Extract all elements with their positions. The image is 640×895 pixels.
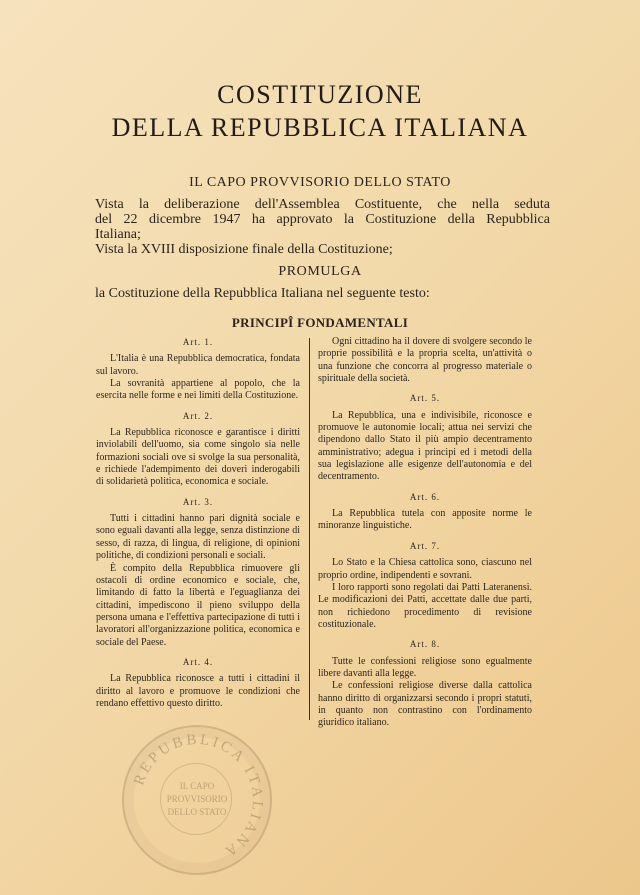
document-title-line2: DELLA REPUBBLICA ITALIANA: [111, 113, 529, 142]
article-title: Art. 2.: [182, 410, 214, 421]
document-title-line1: COSTITUZIONE: [217, 80, 423, 109]
article-title: Art. 8.: [409, 639, 441, 650]
article-title: Art. 7.: [409, 540, 441, 551]
capo-heading: IL CAPO PROVVISORIO DELLO STATO: [189, 175, 451, 190]
preamble-line-3: Italiana;: [95, 227, 141, 242]
preamble-line-2: del 22 dicembre 1947 ha approvato la Costituzione della Repubblica: [95, 212, 550, 227]
article-paragraph: Le confessioni religiose diverse dalla cattolica hanno diritto di organizzarsi secondo i propri statuti, in quanto non contrastino con l'ordinamento giuridico italiano.: [318, 680, 532, 729]
promulga-heading: PROMULGA: [278, 264, 362, 279]
article-paragraph: La Repubblica riconosce e garantisce i diritti inviolabili dell'uomo, sia come singolo sia nelle formazioni sociali ove si svolge la sua personalità, e richiede l'adempimento dei doveri inderogabili di solidarietà politica, economica e sociale.: [96, 427, 300, 488]
article-paragraph: Tutti i cittadini hanno pari dignità sociale e sono eguali davanti alla legge, senza distinzione di sesso, di razza, di lingua, di religione, di opinioni politiche, di condizioni personali e sociali.: [96, 513, 300, 562]
article-paragraph: Ogni cittadino ha il dovere di svolgere secondo le proprie possibilità e la propria scelta, un'attività o una funzione che concorra al progresso materiale o spirituale della società.: [318, 336, 532, 385]
article-paragraph: La Repubblica, una e indivisibile, riconosce e promuove le autonomie locali; attua nei servizi che dipendono dallo Stato il più ampio decentramento amministrativo; adegua i principi ed i metodi della sua legislazione alle esigenze dell'autonomia e del decentramento.: [318, 409, 532, 483]
article-paragraph: La Repubblica riconosce a tutti i cittadini il diritto al lavoro e promuove le condizioni che rendano effettivo questo diritto.: [96, 673, 300, 709]
seal-center-line2: PROVVISORIO: [166, 794, 228, 804]
article-title: Art. 6.: [409, 491, 441, 502]
left-column: [96, 336, 300, 710]
section-title: PRINCIPÎ FONDAMENTALI: [231, 315, 409, 330]
seal-center-line1: IL CAPO: [179, 781, 215, 791]
article-paragraph: Lo Stato e la Chiesa cattolica sono, ciascuno nel proprio ordine, indipendenti e sovrani.: [318, 557, 532, 581]
article-paragraph: I loro rapporti sono regolati dai Patti Lateranensi. Le modificazioni dei Patti, accettate dalle due parti, non richiedono procedimento di revisione costituzionale.: [318, 581, 532, 630]
article-paragraph: Tutte le confessioni religiose sono egualmente libere davanti alla legge.: [318, 655, 532, 679]
seal-inner-ring: [160, 763, 232, 835]
article-paragraph: La Repubblica tutela con apposite norme le minoranze linguistiche.: [318, 508, 532, 532]
article-title: Art. 5.: [409, 393, 441, 404]
article-paragraph: È compito della Repubblica rimuovere gli ostacoli di ordine economico e sociale, che, limitando di fatto la libertà e l'eguaglianza dei cittadini, impediscono il pieno sviluppo della persona umana e l'effettiva partecipazione di tutti i lavoratori all'organizzazione politica, economica e sociale del Paese.: [96, 562, 300, 648]
preamble-line-4: Vista la XVIII disposizione finale della Costituzione;: [95, 242, 393, 257]
preamble-line-1: Vista la deliberazione dell'Assemblea Costituente, che nella seduta: [95, 197, 550, 212]
column-divider: [309, 338, 310, 720]
seal-center-line3: DELLO STATO: [167, 807, 227, 817]
article-title: Art. 4.: [182, 656, 214, 667]
article-paragraph: La sovranità appartiene al popolo, che la esercita nelle forme e nei limiti della Costituzione.: [96, 378, 300, 402]
right-column: [318, 336, 532, 730]
promulga-text: la Costituzione della Repubblica Italiana nel seguente testo:: [95, 286, 430, 301]
article-title: Art. 1.: [182, 337, 214, 347]
embossed-seal: [122, 725, 272, 875]
article-title: Art. 3.: [182, 496, 214, 507]
article-paragraph: L'Italia è una Repubblica democratica, fondata sul lavoro.: [96, 353, 300, 377]
seal-ring-text: REPUBBLICA ITALIANA: [131, 731, 266, 861]
